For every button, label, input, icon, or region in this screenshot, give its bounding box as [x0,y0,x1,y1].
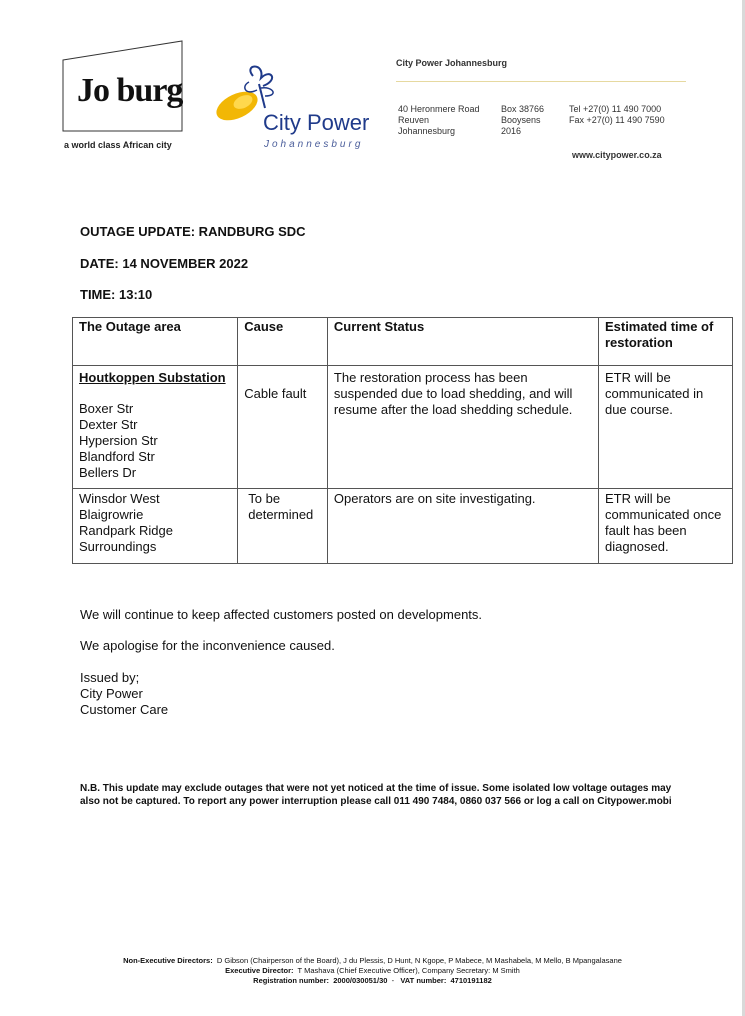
street-item: Blandford Str [79,449,155,464]
issued-line: Issued by; [80,670,140,685]
cell-cause: To be determined [238,489,328,564]
header-website: www.citypower.co.za [572,150,662,160]
footer-nonexec-value: D Gibson (Chairperson of the Board), J du Plessis, D Hunt, N Kgope, P Mabece, M Mashabela, M Mello, B Mpangalasane [216,956,622,965]
col-header-etr: Estimated time of restoration [598,318,732,366]
table-header-row [73,318,733,366]
footer-vat-value: 4710191182 [450,976,492,985]
footer-exec-value: T Mashava (Chief Executive Officer), Company Secretary: M Smith [297,966,520,975]
joburg-tagline: a world class African city [64,140,172,150]
footer-exec-label: Executive Director: [225,966,294,975]
document-title: OUTAGE UPDATE: RANDBURG SDC [80,224,306,239]
street-item: Boxer Str [79,401,134,416]
issued-by-block [80,670,168,718]
footer-reg-value: 2000/030051/30 [333,976,388,985]
address-line: 40 Heronmere Road [398,104,480,114]
street-item: Dexter Str [79,417,138,432]
paragraph-updates: We will continue to keep affected customers posted on developments. [80,607,483,622]
joburg-logo-text: Jo burg [77,72,183,109]
outage-table [72,317,733,564]
header-contact [569,104,665,126]
tel-line: Tel +27(0) 11 490 7000 [569,104,662,114]
header-address [398,104,480,137]
col-header-area: The Outage area [73,318,238,366]
cell-etr: ETR will be communicated in due course. [598,366,732,489]
cell-area [73,489,238,564]
address-line: Johannesburg [398,126,456,136]
area-item: Surroundings [79,539,157,554]
cause-text: Cable fault [244,386,307,401]
document-date: DATE: 14 NOVEMBER 2022 [80,256,249,271]
substation-name: Houtkoppen Substation [79,370,226,385]
cell-cause [238,366,328,489]
paragraph-apology: We apologise for the inconvenience caused. [80,638,335,653]
city-power-logo-sub: Johannesburg [264,139,364,150]
cell-etr: ETR will be communicated once fault has been diagnosed. [598,489,732,564]
table-row [73,366,733,489]
col-header-status: Current Status [327,318,598,366]
area-item: Winsdor West [79,491,160,506]
header-box [501,104,544,137]
footer-reg-label: Registration number: [253,976,330,985]
area-item: Blaigrowrie [79,507,144,522]
area-item: Randpark Ridge [79,523,173,538]
header-company: City Power Johannesburg [396,58,508,68]
col-header-cause: Cause [238,318,328,366]
table-row [73,489,733,564]
nb-notice: N.B. This update may exclude outages that were not yet noticed at the time of issue. Some isolated low voltage outages may also not be captured. To report any power interruption please call 011 490 7484, 0860 037 566 or log a call on Citypower.mobi [80,783,672,807]
box-line: Box 38766 [501,104,545,114]
street-item: Bellers Dr [79,465,137,480]
city-power-logo-name: City Power [263,110,370,135]
footer-exec [0,966,745,976]
header-divider [396,81,686,82]
footer-nonexec-label: Non-Executive Directors: [123,956,213,965]
fax-line: Fax +27(0) 11 490 7590 [569,115,665,125]
street-item: Hypersion Str [79,433,158,448]
box-line: 2016 [501,126,522,136]
cell-status: The restoration process has been suspended due to load shedding, and will resume after the load shedding schedule. [327,366,598,489]
document-time: TIME: 13:10 [80,287,153,302]
issued-line: Customer Care [80,702,169,717]
cell-status: Operators are on site investigating. [327,489,598,564]
footer-registration: Registration number: 2000/030051/30 - VAT number: 4710191182 [253,976,492,985]
address-line: Reuven [398,115,430,125]
box-line: Booysens [501,115,541,125]
issued-line: City Power [80,686,143,701]
footer-nonexec [0,956,745,966]
cell-area [73,366,238,489]
footer-vat-label: VAT number: [400,976,447,985]
